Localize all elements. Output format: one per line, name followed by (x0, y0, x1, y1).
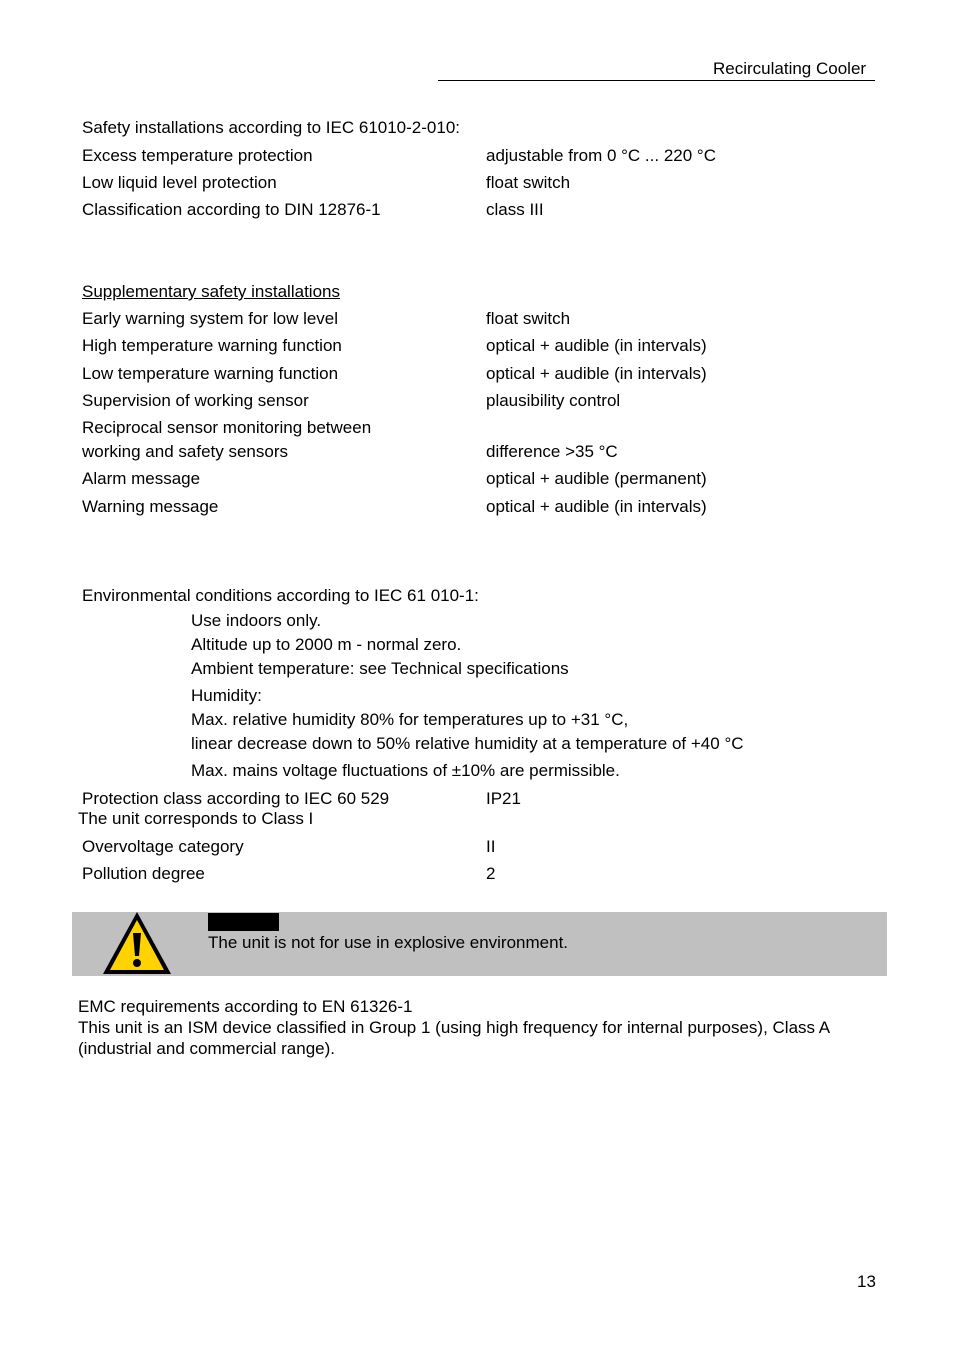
protection-value: IP21 (486, 789, 521, 808)
env-line-indoors: Use indoors only. (191, 611, 322, 630)
emc-heading: EMC requirements according to EN 61326-1 (78, 997, 413, 1016)
supp-label-low-temp: Low temperature warning function (82, 364, 339, 383)
safety-label-low-liquid: Low liquid level protection (82, 173, 277, 192)
supp-value-supervision: plausibility control (486, 391, 621, 410)
env-line-max-humidity: Max. relative humidity 80% for temperatures up to +31 °C, (191, 710, 629, 729)
protection-class-note: The unit corresponds to Class I (78, 809, 314, 828)
safety-value-classification: class III (486, 200, 544, 219)
supplementary-heading: Supplementary safety installations (82, 282, 340, 301)
supp-value-early-warning: float switch (486, 309, 571, 328)
warning-label-bar (208, 913, 279, 931)
safety-heading: Safety installations according to IEC 61010-2-010: (82, 118, 461, 137)
environment-heading: Environmental conditions according to IEC 61 010-1: (82, 586, 479, 605)
supp-value-alarm: optical + audible (permanent) (486, 469, 707, 488)
env-line-linear-decrease: linear decrease down to 50% relative humidity at a temperature of +40 °C (191, 734, 744, 753)
env-line-humidity: Humidity: (191, 686, 262, 705)
supp-label-warning: Warning message (82, 497, 219, 516)
overvoltage-label: Overvoltage category (82, 837, 244, 856)
supp-label-reciprocal-cont: working and safety sensors (82, 442, 288, 461)
env-line-voltage: Max. mains voltage fluctuations of ±10% are permissible. (191, 761, 620, 780)
supp-value-high-temp: optical + audible (in intervals) (486, 336, 707, 355)
supp-label-high-temp: High temperature warning function (82, 336, 342, 355)
supp-value-low-temp: optical + audible (in intervals) (486, 364, 707, 383)
emc-line-2: (industrial and commercial range). (78, 1039, 335, 1058)
warning-triangle-icon (100, 909, 174, 977)
overvoltage-value: II (486, 837, 496, 856)
env-line-altitude: Altitude up to 2000 m - normal zero. (191, 635, 462, 654)
supp-label-supervision: Supervision of working sensor (82, 391, 309, 410)
header-title: Recirculating Cooler (713, 59, 867, 78)
env-line-ambient: Ambient temperature: see Technical specifications (191, 659, 569, 678)
safety-value-low-liquid: float switch (486, 173, 571, 192)
protection-label: Protection class according to IEC 60 529 (82, 789, 390, 808)
supp-label-reciprocal: Reciprocal sensor monitoring between (82, 418, 372, 437)
warning-text: The unit is not for use in explosive environment. (208, 933, 569, 952)
safety-value-excess-temp: adjustable from 0 °C ... 220 °C (486, 146, 716, 165)
page-number: 13 (857, 1272, 876, 1291)
pollution-label: Pollution degree (82, 864, 205, 883)
supp-label-alarm: Alarm message (82, 469, 201, 488)
supp-value-reciprocal: difference >35 °C (486, 442, 618, 461)
header-rule (438, 80, 875, 81)
supp-label-early-warning: Early warning system for low level (82, 309, 339, 328)
safety-label-classification: Classification according to DIN 12876-1 (82, 200, 381, 219)
safety-label-excess-temp: Excess temperature protection (82, 146, 313, 165)
pollution-value: 2 (486, 864, 496, 883)
emc-line-1: This unit is an ISM device classified in Group 1 (using high frequency for internal purposes), Class A (78, 1018, 831, 1037)
supp-value-warning: optical + audible (in intervals) (486, 497, 707, 516)
